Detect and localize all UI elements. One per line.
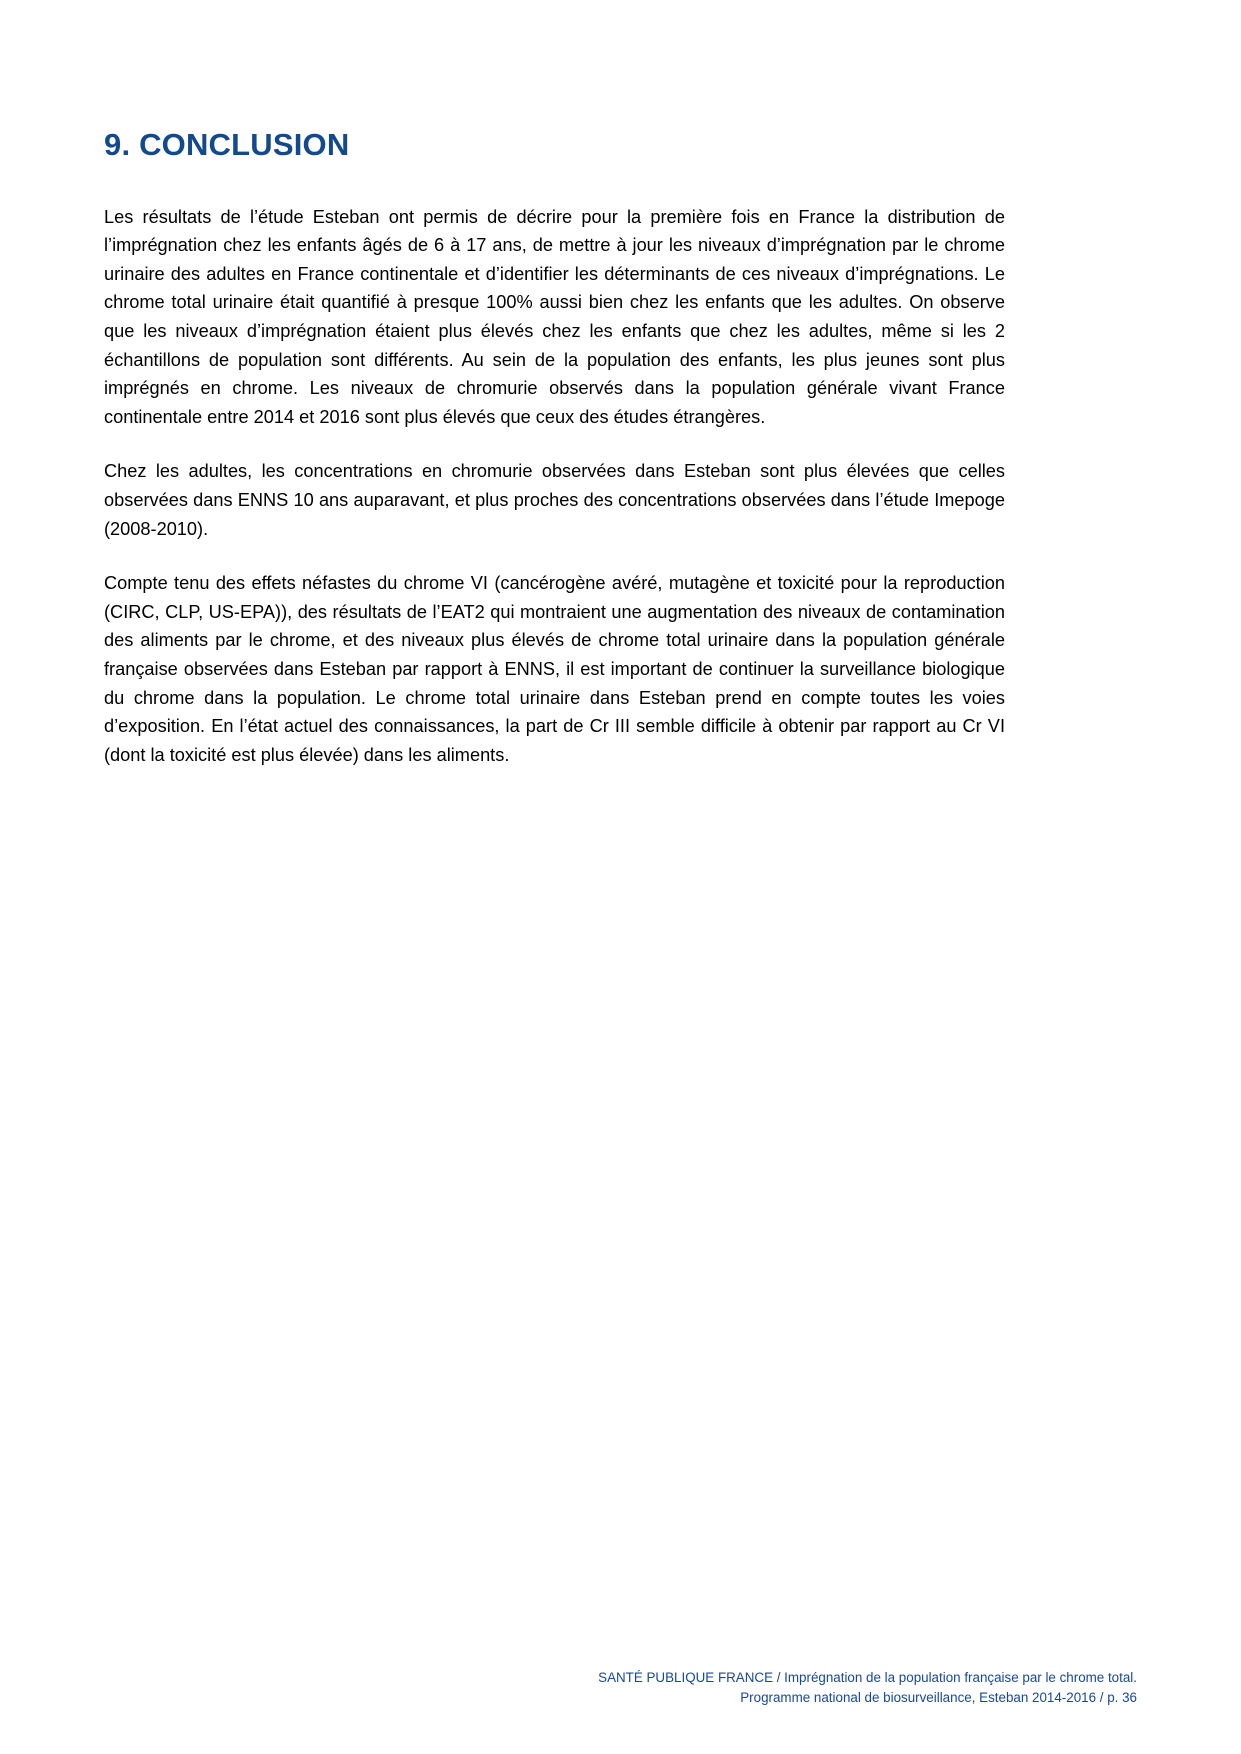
conclusion-paragraph-2: Chez les adultes, les concentrations en chromurie observées dans Esteban sont plus élevées que celles observées dans ENNS 10 ans auparavant, et plus proches des concentrations observées dans l’étude Imepoge (2008-2010). (104, 461, 1005, 539)
footer-publisher-line: SANTÉ PUBLIQUE FRANCE / Imprégnation de la population française par le chrome total. (598, 1670, 1137, 1685)
conclusion-paragraph-1: Les résultats de l’étude Esteban ont permis de décrire pour la première fois en France la distribution de l’imprégnation chez les enfants âgés de 6 à 17 ans, de mettre à jour les niveaux d’imprégnation par le chrome urinaire des adultes en France continentale et d’identifier les déterminants de ces niveaux d’imprégnations. Le chrome total urinaire était quantifié à presque 100% aussi bien chez les enfants que les adultes. On observe que les niveaux d’imprégnation étaient plus élevés chez les enfants que chez les adultes, même si les 2 échantillons de population sont différents. Au sein de la population des enfants, les plus jeunes sont plus imprégnés en chrome. Les niveaux de chromurie observés dans la population générale vivant France continentale entre 2014 et 2016 sont plus élevés que ceux des études étrangères. (104, 206, 1005, 427)
page-title: 9. CONCLUSION (104, 127, 350, 162)
footer-programme-line: Programme national de biosurveillance, Esteban 2014-2016 / p. 36 (740, 1689, 1137, 1705)
page-content (104, 0, 1005, 769)
page-footer (104, 1668, 1137, 1707)
conclusion-paragraph-3: Compte tenu des effets néfastes du chrome VI (cancérogène avéré, mutagène et toxicité pour la reproduction (CIRC, CLP, US-EPA)), des résultats de l’EAT2 qui montraient une augmentation des niveaux de contamination des aliments par le chrome, et des niveaux plus élevés de chrome total urinaire dans la population générale française observées dans Esteban par rapport à ENNS, il est important de continuer la surveillance biologique du chrome dans la population. Le chrome total urinaire dans Esteban prend en compte toutes les voies d’exposition. En l’état actuel des connaissances, la part de Cr III semble difficile à obtenir par rapport au Cr VI (dont la toxicité est plus élevée) dans les aliments. (104, 573, 1005, 765)
